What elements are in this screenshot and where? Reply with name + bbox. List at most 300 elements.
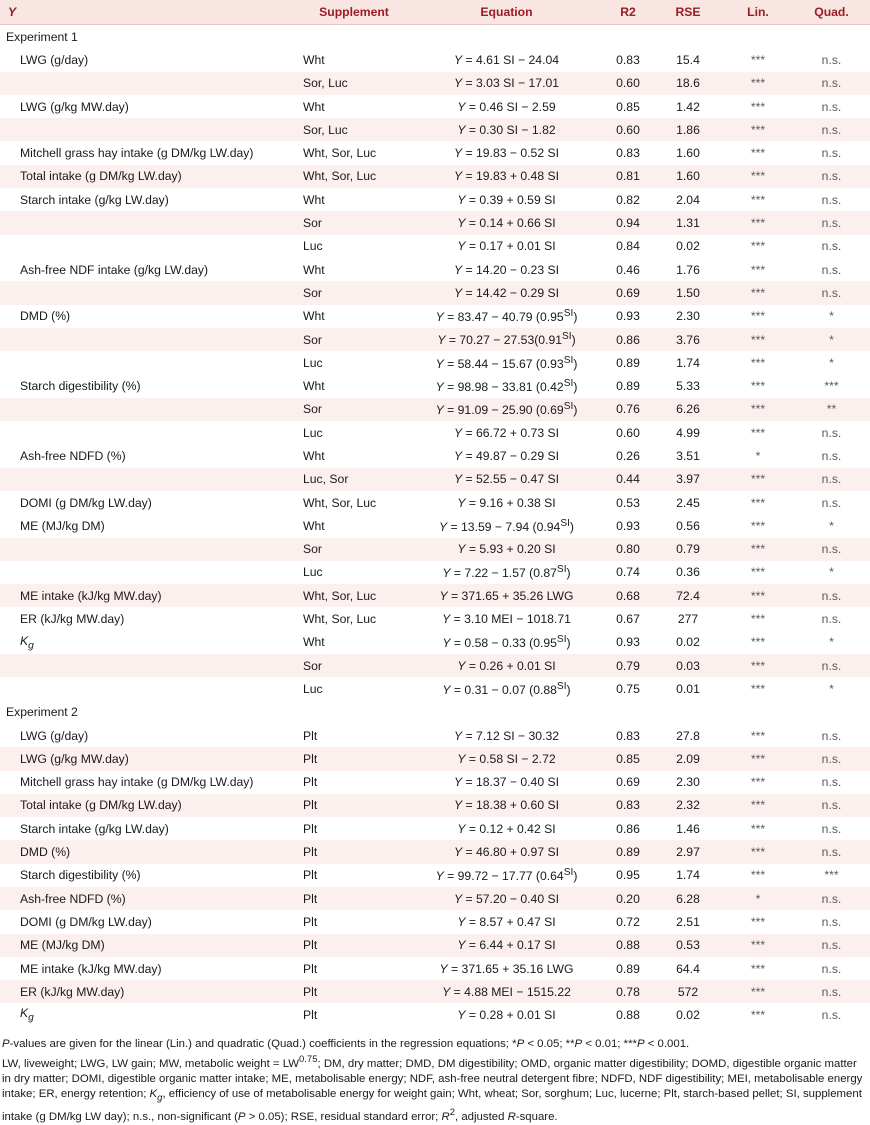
rse-cell: 1.86 <box>653 118 723 141</box>
supplement-cell: Sor <box>298 328 410 351</box>
supplement-cell: Plt <box>298 887 410 910</box>
quad-cell: n.s. <box>821 425 842 440</box>
table-row <box>0 211 870 234</box>
lin-cell: * <box>755 448 761 463</box>
r2-cell: 0.69 <box>616 775 640 790</box>
y-cell: ER (kJ/kg MW.day) <box>20 612 125 627</box>
equation-cell: Y = 83.47 − 40.79 $(0.95^{SI})$ <box>435 308 578 325</box>
equation-cell: Y = 0.12 + 0.42 SI <box>457 821 556 836</box>
rse-cell: 4.99 <box>676 425 700 440</box>
supplement-cell: Wht <box>303 518 325 533</box>
quad-cell: * <box>829 565 834 580</box>
table-row <box>0 771 870 794</box>
footnote-abbreviations: LW, liveweight; LWG, LW gain; MW, metabolic weight = $LW^{0.75}$; DM, dry matter; DMD, DM digestibility; OMD, organic matter digestibility; DOMD, digestible organic matter in dry matter; DOMI, digestible organic matter intake; ME, metabolisable energy; NDF, ash-free neutral detergent fibre; NDFD, NDF digestibility; MEI, metabolisable energy intake; ER, energy retention; $K_g$, efficiency of use of metabolisable energy for weight gain; Wht, wheat; Sor, sorghum; Luc, lucerne; Plt, starch-based pellet; SI, supplement intake (g DM/kg LW day); n.s., non-significant (P > 0.05); RSE, residual standard error; $R^2$, adjusted R-square. <box>2 1053 863 1123</box>
quad-cell: * <box>829 635 834 650</box>
supplement-cell: Luc <box>303 425 323 440</box>
y-cell <box>0 72 298 95</box>
equation-cell: Y = 0.39 + 0.59 SI <box>457 192 556 207</box>
lin-cell: *** <box>750 425 766 440</box>
header-row <box>0 0 870 25</box>
lin-cell: *** <box>750 681 766 696</box>
table-row <box>0 305 870 328</box>
equation-cell: Y = 7.22 − 1.57 $(0.87^{SI})$ <box>442 564 571 581</box>
supplement-cell: Plt <box>303 821 318 836</box>
y-cell: Starch digestibility (%) <box>20 379 141 394</box>
supplement-cell: Plt <box>298 934 410 957</box>
quad-cell: n.s. <box>821 239 842 254</box>
r2-cell: 0.84 <box>616 239 640 254</box>
rse-cell: 64.4 <box>676 961 700 976</box>
quad-cell: * <box>829 518 834 533</box>
footnote-p-values: P-values are given for the linear (Lin.) and quadratic (Quad.) coefficients in the regression equations; *P < 0.05; **P < 0.01; ***P < 0.001. <box>2 1037 690 1050</box>
quad-cell: *** <box>824 868 839 883</box>
equation-cell: Y = 13.59 − 7.94 $(0.94^{SI})$ <box>439 517 574 534</box>
lin-cell: *** <box>750 262 766 277</box>
r2-cell: 0.60 <box>616 425 640 440</box>
rse-cell: 6.28 <box>653 887 723 910</box>
rse-cell: 5.33 <box>676 379 700 394</box>
supplement-cell: Plt <box>303 775 318 790</box>
quad-cell: n.s. <box>793 840 870 863</box>
r2-cell: 0.82 <box>616 192 640 207</box>
lin-cell: *** <box>750 914 766 929</box>
quad-cell: * <box>829 355 834 370</box>
rse-cell: 2.51 <box>676 914 700 929</box>
quad-cell: n.s. <box>821 52 842 67</box>
r2-cell: 0.89 <box>616 961 640 976</box>
rse-cell: 2.30 <box>676 775 700 790</box>
y-cell: Starch digestibility (%) <box>20 868 141 883</box>
rse-cell: 0.03 <box>653 654 723 677</box>
y-cell: Mitchell grass hay intake (g DM/kg LW.day) <box>20 146 254 161</box>
supplement-cell: Plt <box>303 868 318 883</box>
lin-cell: *** <box>750 518 766 533</box>
table-row <box>0 468 870 491</box>
rse-cell: 3.76 <box>653 328 723 351</box>
table-row <box>0 934 870 957</box>
rse-cell: 1.46 <box>676 821 700 836</box>
y-cell <box>0 118 298 141</box>
r2-cell: 0.83 <box>616 728 640 743</box>
equation-cell: Y = 3.10 MEI − 1018.71 <box>442 612 571 627</box>
y-cell <box>0 328 298 351</box>
table-row <box>0 328 870 351</box>
rse-cell: 2.30 <box>676 309 700 324</box>
table-row <box>0 584 870 607</box>
lin-cell: *** <box>750 309 766 324</box>
rse-cell: 2.32 <box>653 794 723 817</box>
lin-cell: *** <box>723 165 793 188</box>
rse-cell: 0.02 <box>676 1008 700 1023</box>
equation-cell: Y = 4.88 MEI − 1515.22 <box>410 980 603 1003</box>
equation-cell: Y = 7.12 SI − 30.32 <box>453 728 560 743</box>
supplement-cell: Sor <box>298 398 410 421</box>
lin-cell: *** <box>723 747 793 770</box>
rse-cell: 1.31 <box>653 211 723 234</box>
rse-cell: 0.02 <box>676 239 700 254</box>
y-cell: ER (kJ/kg MW.day) <box>0 980 298 1003</box>
equation-cell: Y = 3.03 SI − 17.01 <box>410 72 603 95</box>
header-equation: Equation <box>410 0 603 25</box>
supplement-cell: Plt <box>303 1008 318 1023</box>
lin-cell: *** <box>750 635 766 650</box>
r2-cell: 0.20 <box>603 887 653 910</box>
r2-cell: 0.88 <box>616 1008 640 1023</box>
quad-cell: n.s. <box>821 612 842 627</box>
r2-cell: 0.93 <box>616 635 640 650</box>
equation-cell: $Y = 70.27 - 27.53(0.91^{SI})$ <box>410 328 603 351</box>
rse-cell: 2.97 <box>653 840 723 863</box>
y-cell: ME intake (kJ/kg MW.day) <box>0 584 298 607</box>
quad-cell: n.s. <box>821 495 842 510</box>
table-row <box>0 980 870 1003</box>
y-cell <box>0 398 298 421</box>
rse-cell: 72.4 <box>653 584 723 607</box>
rse-cell: 1.74 <box>676 355 700 370</box>
rse-cell: 3.51 <box>676 448 700 463</box>
rse-cell: 0.53 <box>653 934 723 957</box>
table-row <box>0 118 870 141</box>
rse-cell: 0.01 <box>676 681 700 696</box>
table-row <box>0 421 870 444</box>
section-title: Experiment 1 <box>6 29 78 44</box>
quad-cell: n.s. <box>821 448 842 463</box>
table-row <box>0 398 870 421</box>
lin-cell: *** <box>723 328 793 351</box>
supplement-cell: Wht, Sor, Luc <box>298 165 410 188</box>
equation-cell: Y = 66.72 + 0.73 SI <box>453 425 560 440</box>
lin-cell: *** <box>750 868 766 883</box>
lin-cell: *** <box>723 980 793 1003</box>
y-cell: Ash-free NDFD (%) <box>0 887 298 910</box>
r2-cell: 0.86 <box>616 821 640 836</box>
r2-cell: 0.95 <box>616 868 640 883</box>
equation-cell: Y = 57.20 − 0.40 SI <box>410 887 603 910</box>
quad-cell: n.s. <box>821 192 842 207</box>
equation-cell: Y = 0.58 SI − 2.72 <box>410 747 603 770</box>
r2-cell: 0.76 <box>603 398 653 421</box>
table-row <box>0 887 870 910</box>
lin-cell: *** <box>750 961 766 976</box>
table-row <box>0 374 870 397</box>
r2-cell: 0.69 <box>603 281 653 304</box>
r2-cell: 0.93 <box>616 518 640 533</box>
y-cell: Ash-free NDF intake (g/kg LW.day) <box>20 262 209 277</box>
table-row <box>0 561 870 584</box>
supplement-cell: Sor <box>298 211 410 234</box>
r2-cell: 0.89 <box>616 355 640 370</box>
y-cell: ME (MJ/kg DM) <box>20 518 105 533</box>
supplement-cell: Wht, Sor, Luc <box>303 612 377 627</box>
quad-cell: n.s. <box>793 584 870 607</box>
table-row <box>0 235 870 258</box>
lin-cell: *** <box>750 355 766 370</box>
supplement-cell: Wht, Sor, Luc <box>298 584 410 607</box>
quad-cell: n.s. <box>793 887 870 910</box>
table-row <box>0 724 870 747</box>
table-row <box>0 840 870 863</box>
table-row <box>0 95 870 118</box>
quad-cell: n.s. <box>821 1008 842 1023</box>
y-cell <box>0 654 298 677</box>
lin-cell: *** <box>723 934 793 957</box>
lin-cell: *** <box>723 794 793 817</box>
lin-cell: *** <box>750 495 766 510</box>
y-cell: Mitchell grass hay intake (g DM/kg LW.day) <box>20 775 254 790</box>
lin-cell: *** <box>750 192 766 207</box>
table-row <box>0 48 870 71</box>
y-cell: DOMI (g DM/kg LW.day) <box>20 914 152 929</box>
supplement-cell: Luc <box>303 355 323 370</box>
lin-cell: *** <box>723 398 793 421</box>
y-cell: LWG (g/day) <box>20 52 89 67</box>
r2-cell: 0.79 <box>603 654 653 677</box>
lin-cell: *** <box>750 728 766 743</box>
lin-cell: *** <box>750 99 766 114</box>
header-supplement: Supplement <box>298 0 410 25</box>
equation-cell: Y = 19.83 + 0.48 SI <box>410 165 603 188</box>
rse-cell: 3.97 <box>653 468 723 491</box>
r2-cell: 0.46 <box>616 262 640 277</box>
quad-cell: n.s. <box>793 934 870 957</box>
lin-cell: *** <box>750 775 766 790</box>
supplement-cell: Wht <box>303 635 325 650</box>
supplement-cell: Wht, Sor, Luc <box>303 495 377 510</box>
r2-cell: 0.83 <box>603 794 653 817</box>
rse-cell: 1.50 <box>653 281 723 304</box>
r2-cell: 0.78 <box>603 980 653 1003</box>
quad-cell: n.s. <box>821 146 842 161</box>
supplement-cell: Wht <box>303 99 325 114</box>
y-cell <box>0 281 298 304</box>
lin-cell: *** <box>723 468 793 491</box>
y-cell: Total intake (g DM/kg LW.day) <box>0 165 298 188</box>
table-row <box>0 957 870 980</box>
supplement-cell: Wht, Sor, Luc <box>303 146 377 161</box>
supplement-cell: Wht <box>303 262 325 277</box>
table-row <box>0 747 870 770</box>
supplement-cell: Wht <box>303 192 325 207</box>
equation-cell: Y = 58.44 − 15.67 $(0.93^{SI})$ <box>435 354 578 371</box>
quad-cell: n.s. <box>821 99 842 114</box>
r2-cell: 0.85 <box>616 99 640 114</box>
r2-cell: 0.60 <box>603 118 653 141</box>
y-cell: ME (MJ/kg DM) <box>0 934 298 957</box>
header-y: Y <box>0 0 298 25</box>
supplement-cell: Sor <box>298 654 410 677</box>
r2-cell: 0.94 <box>603 211 653 234</box>
table-row <box>0 188 870 211</box>
equation-cell: Y = 18.38 + 0.60 SI <box>410 794 603 817</box>
y-cell: $K_g$ <box>20 1006 34 1024</box>
r2-cell: 0.26 <box>616 448 640 463</box>
rse-cell: 6.26 <box>653 398 723 421</box>
y-cell <box>0 421 298 444</box>
quad-cell: *** <box>824 379 839 394</box>
quad-cell: n.s. <box>793 468 870 491</box>
r2-cell: 0.53 <box>616 495 640 510</box>
rse-cell: 2.04 <box>676 192 700 207</box>
rse-cell: 1.76 <box>676 262 700 277</box>
table-row <box>0 165 870 188</box>
quad-cell: n.s. <box>821 961 842 976</box>
rse-cell: 572 <box>653 980 723 1003</box>
r2-cell: 0.85 <box>603 747 653 770</box>
rse-cell: 0.02 <box>676 635 700 650</box>
y-cell: LWG (g/kg MW.day) <box>0 747 298 770</box>
equation-cell: Y = 6.44 + 0.17 SI <box>410 934 603 957</box>
lin-cell: *** <box>723 118 793 141</box>
supplement-cell: Luc, Sor <box>298 468 410 491</box>
equation-cell: Y = 371.65 + 35.16 LWG <box>439 961 574 976</box>
quad-cell: * <box>829 309 834 324</box>
rse-cell: 0.56 <box>676 518 700 533</box>
rse-cell: 15.4 <box>676 52 700 67</box>
quad-cell: ** <box>793 398 870 421</box>
rse-cell: 0.79 <box>653 538 723 561</box>
table-row <box>0 141 870 164</box>
lin-cell: *** <box>750 52 766 67</box>
rse-cell: 0.36 <box>676 565 700 580</box>
quad-cell: * <box>829 681 834 696</box>
y-cell: Total intake (g DM/kg LW.day) <box>0 794 298 817</box>
table-row <box>0 864 870 887</box>
r2-cell: 0.68 <box>603 584 653 607</box>
y-cell: $K_g$ <box>20 633 34 652</box>
supplement-cell: Plt <box>303 914 318 929</box>
quad-cell: n.s. <box>821 914 842 929</box>
supplement-cell: Plt <box>298 840 410 863</box>
supplement-cell: Sor, Luc <box>298 72 410 95</box>
lin-cell: *** <box>750 379 766 394</box>
quad-cell: n.s. <box>793 654 870 677</box>
y-cell <box>0 468 298 491</box>
quad-cell: n.s. <box>821 821 842 836</box>
r2-cell: 0.83 <box>616 146 640 161</box>
supplement-cell: Luc <box>303 239 323 254</box>
table-row <box>0 491 870 514</box>
equation-cell: Y = 5.93 + 0.20 SI <box>410 538 603 561</box>
supplement-cell: Wht <box>303 309 325 324</box>
table-row <box>0 514 870 537</box>
quad-cell: n.s. <box>821 728 842 743</box>
equation-cell: Y = 99.72 − 17.77 $(0.64^{SI})$ <box>435 867 578 884</box>
equation-cell: Y = 0.17 + 0.01 SI <box>457 239 556 254</box>
equation-cell: Y = 8.57 + 0.47 SI <box>457 914 556 929</box>
y-cell: DMD (%) <box>0 840 298 863</box>
equation-cell: Y = 49.87 − 0.29 SI <box>453 448 560 463</box>
y-cell: LWG (g/day) <box>20 728 89 743</box>
table-footnotes <box>0 1027 870 1125</box>
supplement-cell: Wht <box>303 52 325 67</box>
lin-cell: *** <box>723 584 793 607</box>
lin-cell: *** <box>723 281 793 304</box>
lin-cell: *** <box>723 654 793 677</box>
header-r2: R2 <box>603 0 653 25</box>
equation-cell: Y = 0.58 − 0.33 $(0.95^{SI})$ <box>442 634 571 651</box>
equation-cell: Y = 18.37 − 0.40 SI <box>453 775 560 790</box>
table-row <box>0 281 870 304</box>
y-cell: ME intake (kJ/kg MW.day) <box>20 961 162 976</box>
table-row <box>0 910 870 933</box>
quad-cell: n.s. <box>793 538 870 561</box>
y-cell <box>0 561 298 584</box>
table-row <box>0 654 870 677</box>
section-title: Experiment 2 <box>6 705 78 720</box>
r2-cell: 0.83 <box>616 52 640 67</box>
y-cell <box>0 351 298 374</box>
rse-cell: 1.74 <box>676 868 700 883</box>
quad-cell: * <box>793 328 870 351</box>
rse-cell: 1.42 <box>676 99 700 114</box>
lin-cell: *** <box>723 211 793 234</box>
r2-cell: 0.86 <box>603 328 653 351</box>
y-cell: DOMI (g DM/kg LW.day) <box>20 495 152 510</box>
header-rse: RSE <box>653 0 723 25</box>
y-cell: Ash-free NDFD (%) <box>20 448 126 463</box>
rse-cell: 27.8 <box>676 728 700 743</box>
equation-cell: Y = 0.46 SI − 2.59 <box>457 99 556 114</box>
table-row <box>0 1003 870 1026</box>
equation-cell: Y = 4.61 SI − 24.04 <box>453 52 560 67</box>
header-lin: Lin. <box>723 0 793 25</box>
r2-cell: 0.89 <box>616 379 640 394</box>
lin-cell: * <box>723 887 793 910</box>
rse-cell: 2.45 <box>676 495 700 510</box>
lin-cell: *** <box>750 1008 766 1023</box>
r2-cell: 0.75 <box>616 681 640 696</box>
table-row <box>0 351 870 374</box>
lin-cell: *** <box>750 146 766 161</box>
table-row <box>0 677 870 700</box>
y-cell: Starch intake (g/kg LW.day) <box>20 192 169 207</box>
supplement-cell: Sor, Luc <box>298 118 410 141</box>
quad-cell: n.s. <box>793 794 870 817</box>
supplement-cell: Luc <box>303 681 323 696</box>
y-cell <box>0 235 298 258</box>
equation-cell: Y = 0.31 − 0.07 $(0.88^{SI})$ <box>442 680 571 697</box>
equation-cell: Y = 0.14 + 0.66 SI <box>410 211 603 234</box>
equation-cell: Y = 14.20 − 0.23 SI <box>453 262 560 277</box>
supplement-cell: Sor <box>298 281 410 304</box>
table-row <box>0 817 870 840</box>
y-cell <box>0 538 298 561</box>
r2-cell: 0.89 <box>603 840 653 863</box>
rse-cell: 2.09 <box>653 747 723 770</box>
r2-cell: 0.80 <box>603 538 653 561</box>
equation-cell: Y = 9.16 + 0.38 SI <box>457 495 556 510</box>
supplement-cell: Plt <box>298 980 410 1003</box>
equation-cell: Y = 19.83 − 0.52 SI <box>453 146 560 161</box>
y-cell: Starch intake (g/kg LW.day) <box>20 821 169 836</box>
y-cell: LWG (g/kg MW.day) <box>20 99 129 114</box>
r2-cell: 0.72 <box>616 914 640 929</box>
quad-cell: n.s. <box>793 747 870 770</box>
equation-cell: Y = 371.65 + 35.26 LWG <box>410 584 603 607</box>
supplement-cell: Plt <box>298 794 410 817</box>
equation-cell: Y = 0.30 SI − 1.82 <box>410 118 603 141</box>
r2-cell: 0.60 <box>603 72 653 95</box>
quad-cell: n.s. <box>793 281 870 304</box>
table-row <box>0 631 870 654</box>
table-row <box>0 258 870 281</box>
r2-cell: 0.88 <box>603 934 653 957</box>
equation-cell: Y = 0.26 + 0.01 SI <box>410 654 603 677</box>
table-row <box>0 72 870 95</box>
section-row <box>0 25 870 49</box>
rse-cell: 1.60 <box>676 146 700 161</box>
quad-cell: n.s. <box>793 980 870 1003</box>
